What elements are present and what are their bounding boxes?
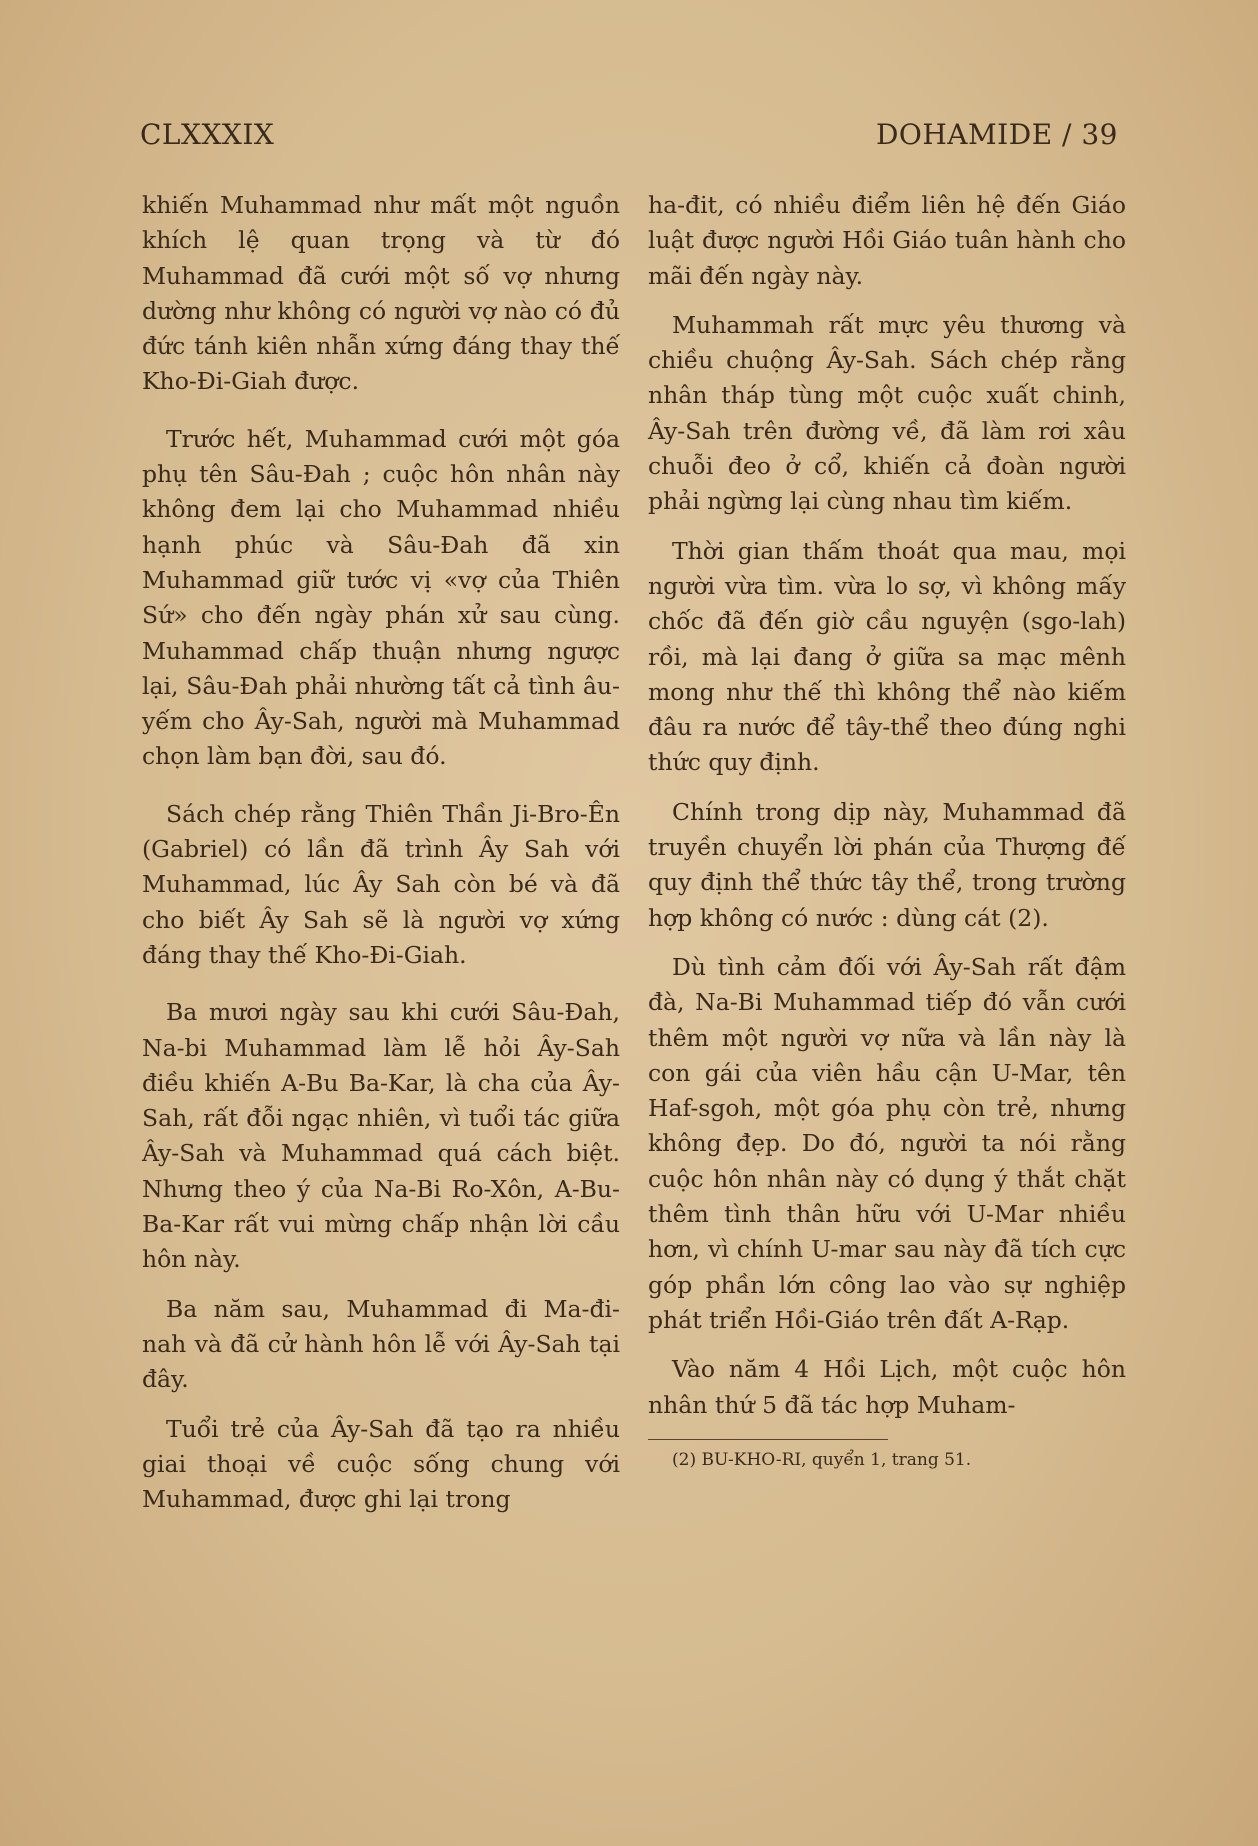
- running-title: DOHAMIDE / 39: [875, 118, 1118, 151]
- paragraph: Chính trong dịp này, Muhammad đã truyền chuyển lời phán của Thượng đế quy định thể thức tây thể, trong trường hợp không có nước : dùng cát (2).: [648, 797, 1126, 932]
- paragraph: Ba năm sau, Muhammad đi Ma-đi-nah và đã cử hành hôn lễ với Ây-Sah tại đây.: [142, 1294, 620, 1394]
- paragraph: Ba mươi ngày sau khi cưới Sâu-Đah, Na-bi Muhammad làm lễ hỏi Ây-Sah điều khiến A-Bu Ba-Kar, là cha của Ây-Sah, rất đỗi ngạc nhiên, vì tuổi tác giữa Ây-Sah và Muhammad quá cách biệt. Nhưng theo ý của Na-Bi Ro-Xôn, A-Bu-Ba-Kar rất vui mừng chấp nhận lời cầu hôn này.: [142, 998, 620, 1274]
- left-column: [142, 188, 620, 1531]
- page-header: [140, 118, 1118, 151]
- right-column: [648, 188, 1126, 1486]
- paragraph: Sách chép rằng Thiên Thần Ji-Bro-Ên (Gabriel) có lần đã trình Ây Sah với Muhammad, lúc Ây Sah còn bé và đã cho biết Ây Sah sẽ là người vợ xứng đáng thay thế Kho-Đi-Giah.: [142, 799, 620, 969]
- paragraph: Trước hết, Muhammad cưới một góa phụ tên Sâu-Đah ; cuộc hôn nhân này không đem lại cho Muhammad nhiều hạnh phúc và Sâu-Đah đã xin Muhammad giữ tước vị «vợ của Thiên Sứ» cho đến ngày phán xử sau cùng. Muhammad chấp thuận nhưng ngược lại, Sâu-Đah phải nhường tất cả tình âu-yếm cho Ây-Sah, người mà Muhammad chọn làm bạn đời, sau đó.: [142, 424, 620, 771]
- paragraph: Vào năm 4 Hồi Lịch, một cuộc hôn nhân thứ 5 đã tác hợp Muham-: [648, 1355, 1126, 1419]
- paragraph: Thời gian thấm thoát qua mau, mọi người vừa tìm. vừa lo sợ, vì không mấy chốc đã đến giờ cầu nguyện (sgo-lah) rồi, mà lại đang ở giữa sa mạc mênh mong như thế thì không thể nào kiếm đâu ra nước để tây-thể theo đúng nghi thức quy định.: [648, 536, 1126, 777]
- paragraph: Tuổi trẻ của Ây-Sah đã tạo ra nhiều giai thoại về cuộc sống chung với Muhammad, được ghi lại trong: [142, 1414, 620, 1514]
- footnote-rule: [648, 1439, 888, 1440]
- paragraph: Dù tình cảm đối với Ây-Sah rất đậm đà, Na-Bi Muhammad tiếp đó vẫn cưới thêm một người vợ nữa và lần này là con gái của viên hầu cận U-Mar, tên Haf-sgoh, một góa phụ còn trẻ, nhưng không đẹp. Do đó, người ta nói rằng cuộc hôn nhân này có dụng ý thắt chặt thêm tình thân hữu với U-Mar nhiều hơn, vì chính U-mar sau này đã tích cực góp phần lớn công lao vào sự nghiệp phát triển Hồi-Giáo trên đất A-Rạp.: [648, 952, 1126, 1334]
- paragraph: khiến Muhammad như mất một nguồn khích lệ quan trọng và từ đó Muhammad đã cưới một số vợ nhưng dường như không có người vợ nào có đủ đức tánh kiên nhẫn xứng đáng thay thế Kho-Đi-Giah được.: [142, 191, 620, 396]
- footnote: (2) BU-KHO-RI, quyển 1, trang 51.: [672, 1449, 972, 1470]
- paragraph: Muhammah rất mực yêu thương và chiều chuộng Ây-Sah. Sách chép rằng nhân tháp tùng một cuộc xuất chinh, Ây-Sah trên đường về, đã làm rơi xâu chuỗi đeo ở cổ, khiến cả đoàn người phải ngừng lại cùng nhau tìm kiếm.: [648, 310, 1126, 516]
- paragraph: ha-đit, có nhiều điểm liên hệ đến Giáo luật được người Hồi Giáo tuân hành cho mãi đến ngày này.: [648, 191, 1126, 290]
- chapter-number: CLXXXIX: [140, 118, 275, 151]
